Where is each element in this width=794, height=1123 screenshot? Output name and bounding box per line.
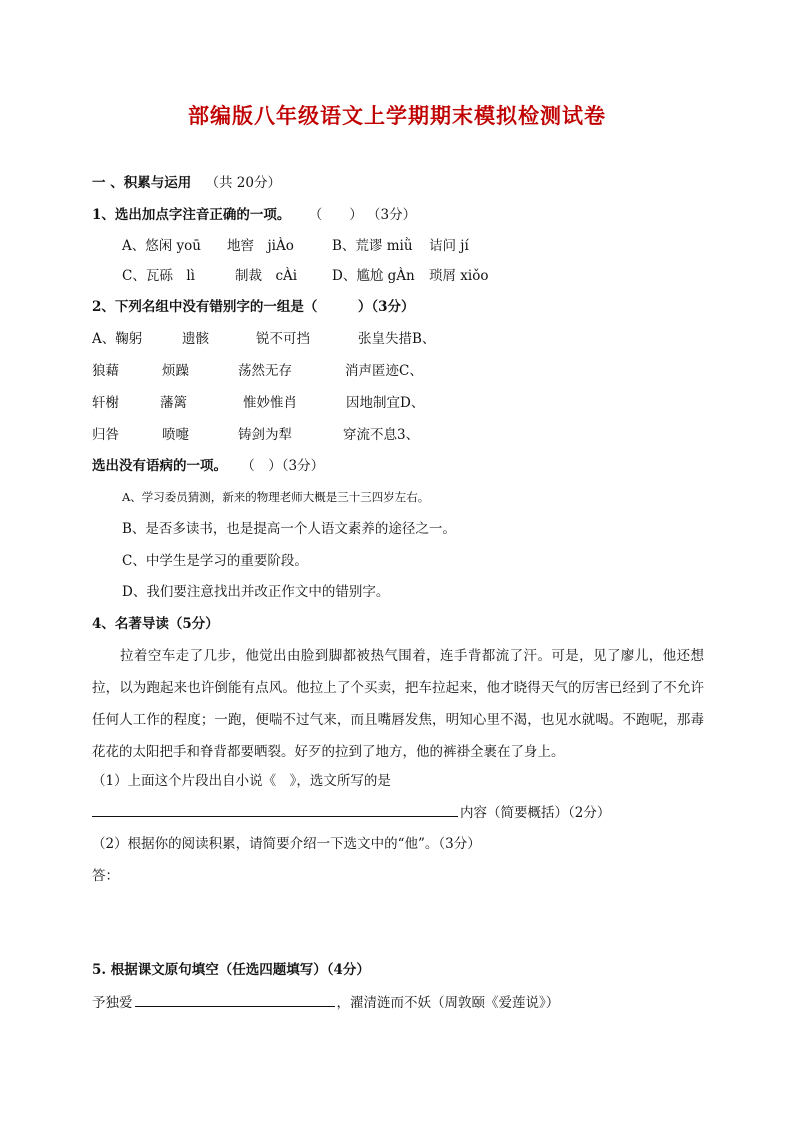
q2-word: 铸剑为犁 (238, 427, 292, 443)
q2-word: 归咎 (92, 427, 119, 443)
q3-option-d: D、我们要注意找出并改正作文中的错别字。 (122, 584, 390, 600)
q2-word: 消声匿迹C、 (345, 363, 423, 379)
q1-option-c2: 制裁 cÀi (235, 268, 298, 284)
section1-heading (92, 173, 281, 193)
section1-heading-text: 一 、积累与运用 (92, 175, 192, 191)
q2-word: 烦躁 (162, 363, 189, 379)
q2-word: 因地制宜D、 (346, 395, 425, 411)
q4-sub1-blank[interactable] (92, 802, 458, 817)
q1-score: （3分） (367, 207, 417, 223)
q5-line1 (92, 992, 559, 1013)
q1-stem-text: 1、选出加点字注音正确的一项。 (92, 207, 291, 223)
q2-word: 藩篱 (160, 395, 187, 411)
q4-answer-label: 答： (92, 868, 119, 884)
q3-stem (92, 456, 324, 476)
q1-option-d1: D、尴尬 gÀn (332, 268, 415, 284)
q4-sub1-answer-line (92, 802, 610, 823)
q3-option-a: A、学习委员猜测，新来的物理老师大概是三十三四岁左右。 (122, 490, 430, 504)
q2-word: 锐不可挡 (256, 331, 310, 347)
q2-stem: 2、下列名组中没有错别字的一组是（ ）（3分） (92, 299, 415, 315)
q3-option-c: C、中学生是学习的重要阶段。 (122, 553, 308, 569)
q1-option-c1: C、瓦砾 lì (122, 268, 195, 284)
q4-passage: 拉着空车走了几步，他觉出由脸到脚都被热气围着，连手背都流了汗。可是，见了廖儿，他还想拉，以为跑起来也许倒能有点风。他拉上了个买卖，把车拉起来，他才晓得天气的厉害已经到了不允许任何人工作的程度；一跑，便喘不过气来，而且嘴唇发焦，明知心里不渴，也见水就喝。不跑呢，那毒花花的太阳把手和脊背都要晒裂。好歹的拉到了地方，他的裤褂全裹在了身上。 (92, 648, 704, 760)
q2-word: A、鞠躬 (92, 331, 143, 347)
q2-word: 惟妙惟肖 (243, 395, 297, 411)
q1-stem (92, 205, 416, 225)
q4-stem: 4、名著导读（5分） (92, 616, 219, 632)
q4-sub1: （1）上面这个片段出自小说《 》，选文所写的是 (92, 773, 391, 789)
q2-word: 张皇失措B、 (358, 331, 436, 347)
q3-option-b: B、是否多读书，也是提高一个人语文素养的途径之一。 (122, 521, 456, 537)
q1-option-d2: 琐屑 xiǒo (429, 268, 489, 284)
q3-paren: （ ）（3分） (241, 458, 325, 474)
q1-option-b1: B、荒谬 miǜ (332, 238, 413, 254)
q2-word: 狼藉 (92, 363, 119, 379)
exam-title: 部编版八年级语文上学期期末模拟检测试卷 (188, 104, 606, 128)
q2-word: 遗骸 (182, 331, 209, 347)
section1-score: （共 20分） (205, 175, 281, 191)
q1-option-b2: 诘问 jí (429, 238, 469, 254)
q4-sub2: （2）根据你的阅读积累，请简要介绍一下选文中的“他”。（3分） (92, 836, 481, 852)
q2-word: 穿流不息3、 (343, 427, 420, 443)
q1-option-a2: 地窖 jiÀo (227, 238, 294, 254)
q2-word: 轩榭 (92, 395, 119, 411)
q4-sub1-tail: 内容（简要概括）（2分） (460, 805, 611, 821)
q2-word: 荡然无存 (238, 363, 292, 379)
q5-line1-blank[interactable] (135, 992, 335, 1007)
q5-line1-post: ，濯清涟而不妖（周敦颐《爱莲说》） (336, 995, 560, 1011)
q1-option-a1: A、悠闲 yoū (122, 238, 201, 254)
q5-line1-pre: 予独爱 (92, 995, 133, 1011)
q1-paren: （ ） (308, 207, 363, 223)
q2-word: 喷嚏 (162, 427, 189, 443)
q3-stem-text: 选出没有语病的一项。 (92, 458, 227, 474)
q5-stem: 5. 根据课文原句填空（任选四题填写）（4分） (92, 962, 370, 978)
